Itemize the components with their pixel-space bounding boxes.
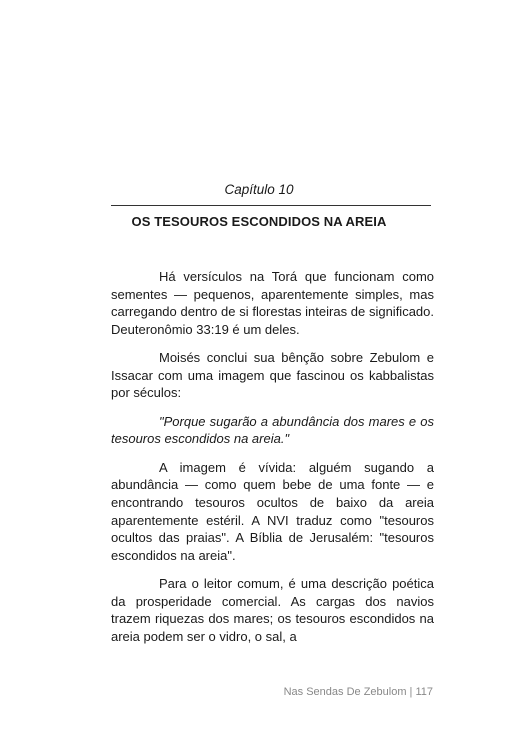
quote-paragraph: "Porque sugarão a abundância dos mares e os tesouros escondidos na areia." <box>111 413 434 447</box>
chapter-label: Capítulo 10 <box>224 182 294 197</box>
paragraph: Moisés conclui sua bênção sobre Zebulom e Issacar com uma imagem que fascinou os kabbalistas por séculos: <box>111 350 434 401</box>
page-footer: Nas Sendas De Zebulom | 117 <box>283 686 433 698</box>
paragraph: A imagem é vívida: alguém sugando a abundância — como quem bebe de uma fonte — e encontrando tesouros ocultos de baixo da areia aparentemente estéril. A NVI traduz como "tesouros ocultos das praias". A Bíblia de Jerusalém: "tesouros escondidos na areia". <box>111 459 434 563</box>
paragraph: Para o leitor comum, é uma descrição poética da prosperidade comercial. As cargas dos navios trazem riquezas dos mares; os tesouros escondidos na areia podem ser o vidro, o sal, a <box>111 576 434 644</box>
body-text <box>111 268 434 656</box>
chapter-divider <box>111 205 431 206</box>
paragraph: Há versículos na Torá que funcionam como sementes — pequenos, aparentemente simples, mas carregando dentro de si florestas inteiras de significado. Deuteronômio 33:19 é um deles. <box>111 269 434 337</box>
chapter-title: OS TESOUROS ESCONDIDOS NA AREIA <box>131 214 387 229</box>
